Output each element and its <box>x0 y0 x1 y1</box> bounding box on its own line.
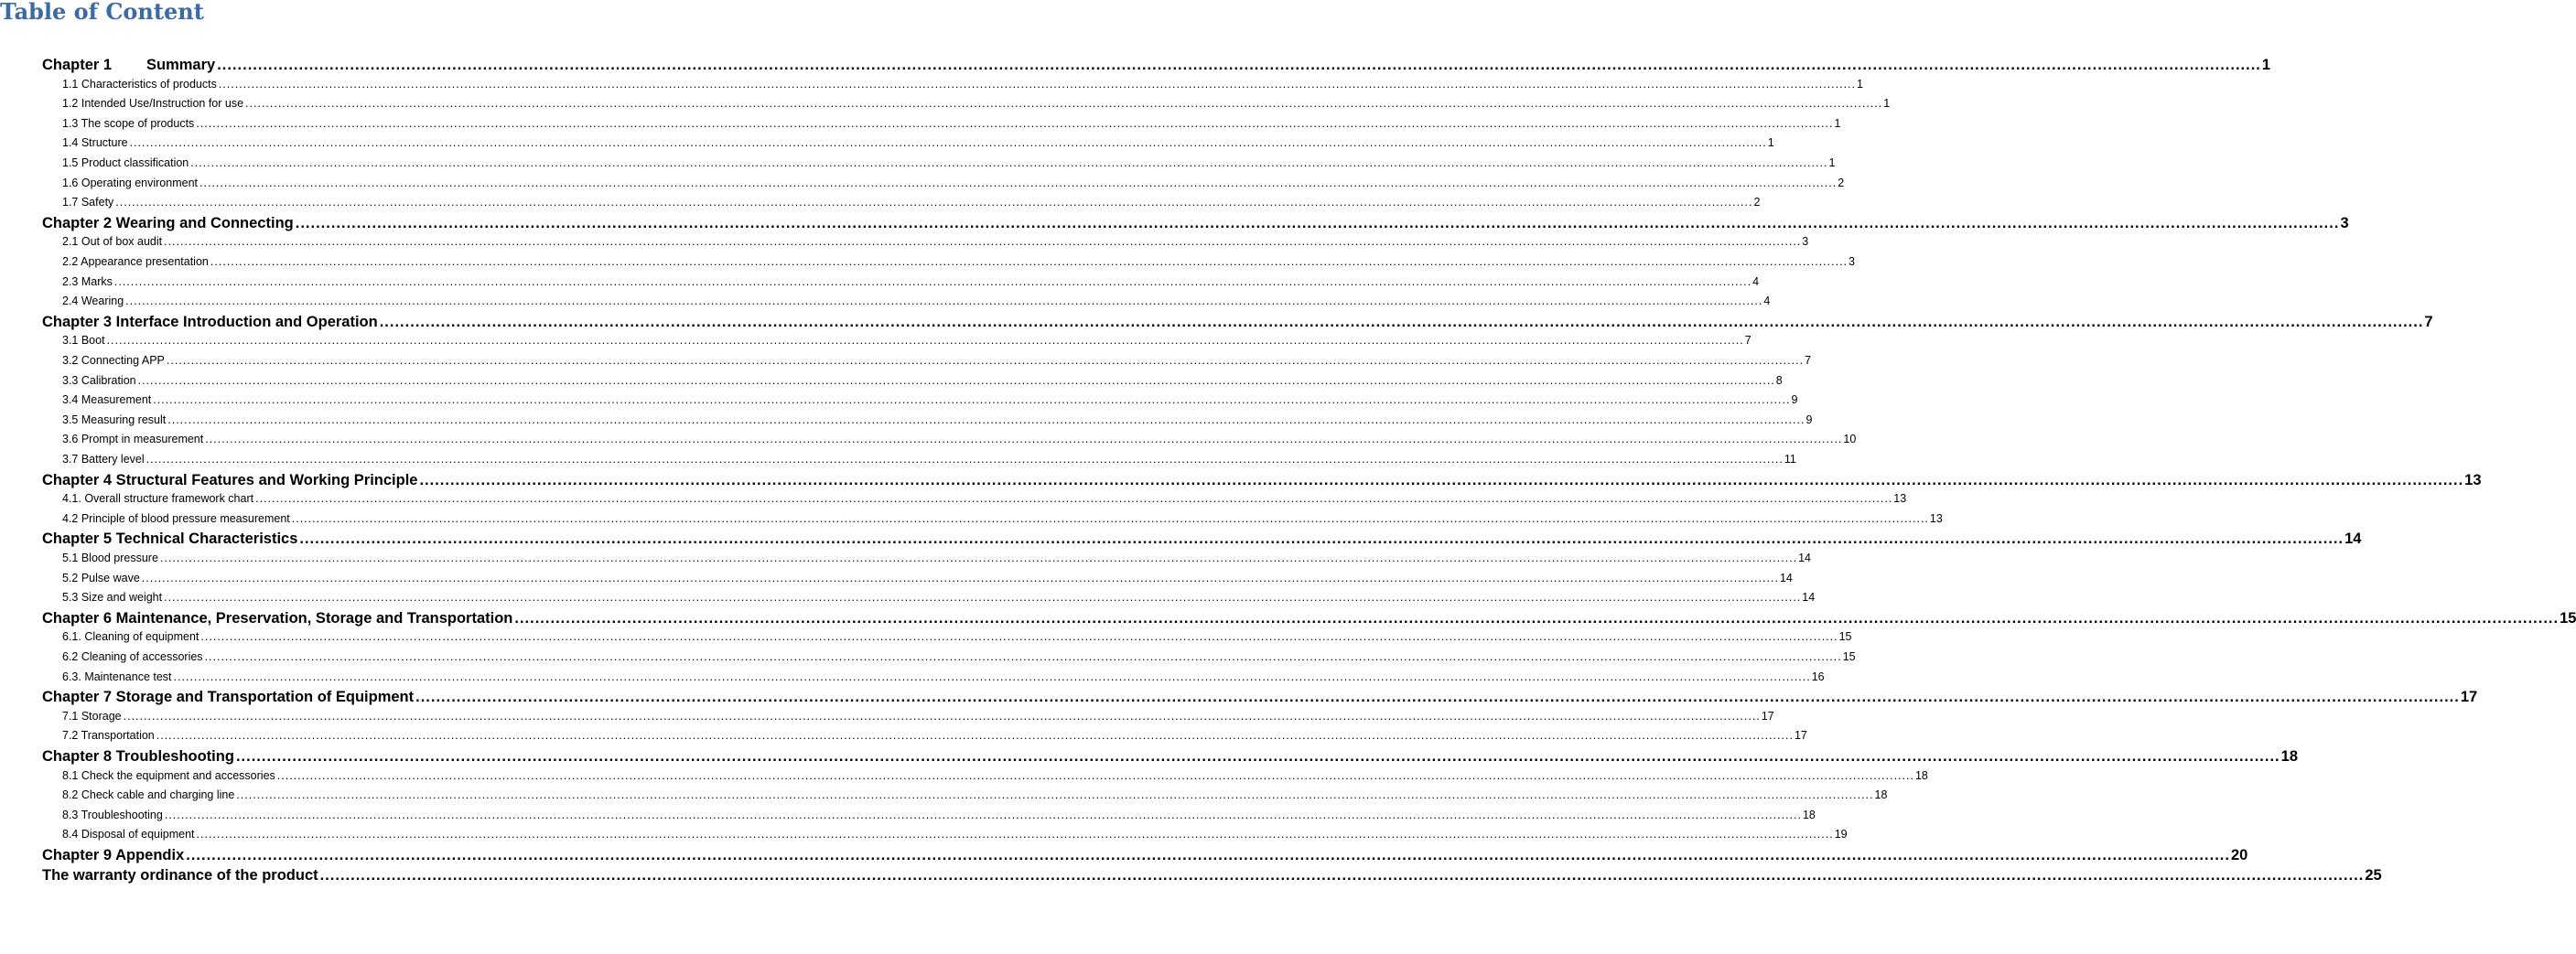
toc-page-number: 18 <box>1802 808 1816 821</box>
toc-page-number: 17 <box>1761 709 1774 723</box>
toc-page-number: 18 <box>2280 748 2298 765</box>
toc-entry-label: 3.1 Boot <box>62 334 105 348</box>
toc-entry-label: 3.7 Battery level <box>62 453 145 466</box>
toc-entry-label: 2.3 Marks <box>62 274 113 288</box>
toc-entry-label: 8.4 Disposal of equipment <box>62 828 195 841</box>
toc-page-number: 7 <box>1744 334 1751 348</box>
toc-page-number: 3 <box>1848 255 1855 268</box>
toc-page-number: 4 <box>1752 274 1760 288</box>
toc-dot-leader: ................................................................................................................................................................................................................................................................................................................................................................................................................ <box>123 709 1761 723</box>
toc-section-entry[interactable] <box>62 351 1812 370</box>
toc-entry-label: 2.2 Appearance presentation <box>62 255 209 268</box>
toc-dot-leader: ................................................................................................................................................................................................................................................................................................................................................................................................................ <box>156 729 1794 743</box>
toc-page-number: 17 <box>2460 689 2478 706</box>
toc-entry-label: 6.3. Maintenance test <box>62 670 172 683</box>
toc-dot-leader: ................................................................................................................................................................................................................................................................................................................................................................................................................ <box>235 748 2280 765</box>
toc-page-number: 1 <box>2261 57 2271 73</box>
toc-section-entry[interactable] <box>62 75 1863 94</box>
toc-page-number: 15 <box>1842 650 1856 663</box>
toc-section-entry[interactable] <box>62 707 1774 726</box>
toc-page-number: 14 <box>1779 571 1793 584</box>
toc-page-number: 19 <box>1834 828 1848 841</box>
toc-page-number: 2 <box>1753 196 1761 209</box>
toc-entry-label: The warranty ordinance of the product <box>42 866 318 884</box>
toc-entry-label: 1.7 Safety <box>62 196 114 209</box>
toc-dot-leader: ................................................................................................................................................................................................................................................................................................................................................................................................................ <box>419 471 2464 488</box>
toc-page-number: 25 <box>2365 866 2382 884</box>
toc-section-entry[interactable] <box>62 509 1943 529</box>
toc-entry-label: 4.1. Overall structure framework chart <box>62 492 254 506</box>
toc-section-entry[interactable] <box>62 292 1771 311</box>
toc-dot-leader: ................................................................................................................................................................................................................................................................................................................................................................................................................ <box>199 176 1838 189</box>
toc-entry-label: Chapter 9 Appendix <box>42 847 185 863</box>
toc-page-number: 4 <box>1763 295 1771 308</box>
toc-dot-leader: ................................................................................................................................................................................................................................................................................................................................................................................................................ <box>173 670 1811 683</box>
toc-page-number: 11 <box>1784 453 1796 466</box>
toc-dot-leader: ................................................................................................................................................................................................................................................................................................................................................................................................................ <box>379 313 2424 330</box>
toc-section-entry[interactable] <box>62 648 1856 667</box>
toc-entry-label: Chapter 6 Maintenance, Preservation, Storage and Transportation <box>42 609 513 627</box>
toc-entry-label: Chapter 3 Interface Introduction and Operation <box>42 313 378 330</box>
toc-entry-label: 3.4 Measurement <box>62 393 152 407</box>
toc-page-number: 9 <box>1791 393 1798 407</box>
toc-page-number: 7 <box>1805 354 1812 367</box>
toc-dot-leader: ................................................................................................................................................................................................................................................................................................................................................................................................................ <box>146 453 1784 466</box>
toc-entry-label: Chapter 8 Troubleshooting <box>42 748 234 765</box>
toc-entry-label: 1.2 Intended Use/Instruction for use <box>62 97 244 111</box>
toc-dot-leader: ................................................................................................................................................................................................................................................................................................................................................................................................................ <box>218 77 1856 91</box>
toc-chapter-entry[interactable] <box>42 608 2576 629</box>
toc-section-entry[interactable] <box>62 252 1855 272</box>
toc-section-entry[interactable] <box>62 569 1793 588</box>
toc-dot-leader: ................................................................................................................................................................................................................................................................................................................................................................................................................ <box>166 354 1805 367</box>
toc-entry-label: 1.1 Characteristics of products <box>62 77 217 91</box>
toc-page-number: 7 <box>2424 313 2433 330</box>
toc-entry-label: 6.2 Cleaning of accessories <box>62 650 203 663</box>
toc-entry-label: 1.3 The scope of products <box>62 116 195 130</box>
toc-dot-leader: ................................................................................................................................................................................................................................................................................................................................................................................................................ <box>190 156 1828 169</box>
toc-page-number: 17 <box>1794 729 1807 743</box>
toc-page-number: 18 <box>1874 788 1888 802</box>
toc-page-number: 3 <box>1802 235 1809 249</box>
toc-entry-label: 5.1 Blood pressure <box>62 552 158 564</box>
toc-section-entry[interactable] <box>62 411 1813 430</box>
toc-dot-leader: ................................................................................................................................................................................................................................................................................................................................................................................................................ <box>125 295 1763 308</box>
toc-dot-leader: ................................................................................................................................................................................................................................................................................................................................................................................................................ <box>217 57 2261 73</box>
toc-dot-leader: ................................................................................................................................................................................................................................................................................................................................................................................................................ <box>186 847 2230 863</box>
toc-section-entry[interactable] <box>62 232 1809 252</box>
toc-entry-label: 8.3 Troubleshooting <box>62 808 163 821</box>
toc-section-entry[interactable] <box>62 134 1774 153</box>
toc-page-number: 8 <box>1775 373 1783 387</box>
toc-entry-label: 3.2 Connecting APP <box>62 354 165 367</box>
toc-dot-leader: ................................................................................................................................................................................................................................................................................................................................................................................................................ <box>164 808 1802 821</box>
toc-chapter-entry[interactable] <box>42 470 2482 491</box>
toc-dot-leader: ................................................................................................................................................................................................................................................................................................................................................................................................................ <box>115 196 1753 209</box>
toc-dot-leader: ................................................................................................................................................................................................................................................................................................................................................................................................................ <box>164 235 1802 249</box>
toc-section-entry[interactable] <box>62 806 1816 825</box>
toc-page-number: 1 <box>1834 116 1841 130</box>
toc-page-number: 1 <box>1767 136 1774 150</box>
toc-page-number: 16 <box>1811 670 1825 683</box>
toc-dot-leader: ................................................................................................................................................................................................................................................................................................................................................................................................................ <box>514 609 2560 627</box>
toc-dot-leader: ................................................................................................................................................................................................................................................................................................................................................................................................................ <box>141 571 1779 584</box>
toc-section-entry[interactable] <box>62 825 1848 844</box>
toc-section-entry[interactable] <box>62 154 1836 173</box>
toc-entry-label: 1.4 Structure <box>62 136 128 150</box>
toc-page-number: 15 <box>2560 609 2576 627</box>
toc-page-number: 3 <box>2340 214 2349 231</box>
toc-dot-leader: ................................................................................................................................................................................................................................................................................................................................................................................................................ <box>113 274 1752 288</box>
toc-entry-label: 1.6 Operating environment <box>62 176 199 189</box>
toc-chapter-entry[interactable] <box>42 55 2271 76</box>
toc-entry-label: 7.2 Transportation <box>62 729 155 743</box>
toc-dot-leader: ................................................................................................................................................................................................................................................................................................................................................................................................................ <box>106 334 1744 348</box>
toc-section-entry[interactable] <box>62 94 1891 113</box>
toc-dot-leader: ................................................................................................................................................................................................................................................................................................................................................................................................................ <box>200 630 1838 644</box>
toc-section-entry[interactable] <box>62 193 1761 212</box>
toc-entry-label: Chapter 7 Storage and Transportation of Equipment <box>42 689 415 706</box>
toc-chapter-entry[interactable] <box>42 746 2298 767</box>
toc-section-entry[interactable] <box>62 668 1825 687</box>
toc-dot-leader: ................................................................................................................................................................................................................................................................................................................................................................................................................ <box>245 97 1883 111</box>
toc-page-number: 13 <box>1929 511 1943 525</box>
toc-entry-label: 3.6 Prompt in measurement <box>62 433 204 446</box>
toc-entry-label: 8.1 Check the equipment and accessories <box>62 768 275 782</box>
toc-dot-leader: ................................................................................................................................................................................................................................................................................................................................................................................................................ <box>205 433 1843 446</box>
toc-chapter-entry[interactable] <box>42 213 2349 234</box>
toc-page-number: 1 <box>1883 97 1891 111</box>
toc-page-number: 13 <box>1893 492 1907 506</box>
toc-chapter-entry[interactable] <box>42 865 2382 886</box>
toc-chapter-entry[interactable] <box>42 529 2362 550</box>
toc-chapter-number: Chapter 1 <box>42 57 113 73</box>
toc-page-number: 1 <box>1857 77 1863 91</box>
toc-dot-leader: ................................................................................................................................................................................................................................................................................................................................................................................................................ <box>299 531 2344 548</box>
toc-section-entry[interactable] <box>62 489 1907 509</box>
toc-dot-leader: ................................................................................................................................................................................................................................................................................................................................................................................................................ <box>196 828 1834 841</box>
toc-dot-leader: ................................................................................................................................................................................................................................................................................................................................................................................................................ <box>204 650 1842 663</box>
toc-entry-label: Chapter 2 Wearing and Connecting <box>42 214 294 231</box>
toc-section-entry[interactable] <box>62 549 1812 568</box>
toc-dot-leader: ................................................................................................................................................................................................................................................................................................................................................................................................................ <box>164 591 1802 605</box>
toc-dot-leader: ................................................................................................................................................................................................................................................................................................................................................................................................................ <box>319 866 2365 884</box>
toc-section-entry[interactable] <box>62 766 1928 786</box>
toc-page-number: 2 <box>1838 176 1845 189</box>
toc-section-entry[interactable] <box>62 430 1857 449</box>
toc-dot-leader: ................................................................................................................................................................................................................................................................................................................................................................................................................ <box>415 689 2460 706</box>
toc-entry-label: Chapter 5 Technical Characteristics <box>42 531 298 548</box>
toc-dot-leader: ................................................................................................................................................................................................................................................................................................................................................................................................................ <box>129 136 1767 150</box>
toc-chapter-entry[interactable] <box>42 312 2433 333</box>
toc-entry-label: Chapter 4 Structural Features and Working Principle <box>42 471 418 488</box>
toc-entry-label <box>42 55 215 76</box>
toc-section-entry[interactable] <box>62 391 1798 410</box>
toc-page-number: 10 <box>1843 433 1857 446</box>
toc-dot-leader: ................................................................................................................................................................................................................................................................................................................................................................................................................ <box>291 511 1929 525</box>
toc-page-number: 20 <box>2230 847 2248 863</box>
toc-section-entry[interactable] <box>62 371 1783 391</box>
toc-page-number: 14 <box>1802 591 1816 605</box>
toc-page-number: 15 <box>1838 630 1852 644</box>
toc-section-entry[interactable] <box>62 331 1751 350</box>
toc-chapter-entry[interactable] <box>42 845 2248 866</box>
toc-page-number: 13 <box>2464 471 2482 488</box>
toc-page-number: 9 <box>1805 413 1813 426</box>
toc-dot-leader: ................................................................................................................................................................................................................................................................................................................................................................................................................ <box>255 492 1893 506</box>
toc-dot-leader: ................................................................................................................................................................................................................................................................................................................................................................................................................ <box>196 116 1834 130</box>
toc-entry-label: 3.3 Calibration <box>62 373 136 387</box>
toc-dot-leader: ................................................................................................................................................................................................................................................................................................................................................................................................................ <box>295 214 2340 231</box>
toc-dot-leader: ................................................................................................................................................................................................................................................................................................................................................................................................................ <box>159 552 1798 564</box>
toc-entry-label: 3.5 Measuring result <box>62 413 167 426</box>
toc-section-entry[interactable] <box>62 114 1841 134</box>
toc-section-entry[interactable] <box>62 627 1852 647</box>
toc-entry-label: 5.2 Pulse wave <box>62 571 140 584</box>
toc-page-number: 18 <box>1914 768 1928 782</box>
toc-section-entry[interactable] <box>62 726 1807 745</box>
toc-dot-leader: ................................................................................................................................................................................................................................................................................................................................................................................................................ <box>276 768 1914 782</box>
toc-chapter-title: Summary <box>146 57 216 73</box>
toc-entry-label: 6.1. Cleaning of equipment <box>62 630 199 644</box>
toc-dot-leader: ................................................................................................................................................................................................................................................................................................................................................................................................................ <box>167 413 1805 426</box>
toc-dot-leader: ................................................................................................................................................................................................................................................................................................................................................................................................................ <box>210 255 1848 268</box>
toc-entry-label: 2.1 Out of box audit <box>62 235 163 249</box>
toc-section-entry[interactable] <box>62 786 1888 805</box>
page-title: Table of Content <box>0 0 204 25</box>
toc-entry-label: 8.2 Check cable and charging line <box>62 788 235 802</box>
toc-page-number: 14 <box>2344 531 2362 548</box>
toc-section-entry[interactable] <box>62 450 1796 469</box>
toc-section-entry[interactable] <box>62 273 1760 292</box>
toc-chapter-entry[interactable] <box>42 687 2478 708</box>
toc-section-entry[interactable] <box>62 588 1816 607</box>
toc-dot-leader: ................................................................................................................................................................................................................................................................................................................................................................................................................ <box>137 373 1775 387</box>
toc-dot-leader: ................................................................................................................................................................................................................................................................................................................................................................................................................ <box>153 393 1791 407</box>
toc-entry-label: 4.2 Principle of blood pressure measurement <box>62 511 290 525</box>
toc-page-number: 1 <box>1828 156 1836 169</box>
toc-page-number: 14 <box>1798 552 1812 564</box>
toc-entry-label: 5.3 Size and weight <box>62 591 163 605</box>
toc-entry-label: 2.4 Wearing <box>62 295 124 308</box>
toc-entry-label: 1.5 Product classification <box>62 156 189 169</box>
toc-section-entry[interactable] <box>62 174 1845 193</box>
toc-dot-leader: ................................................................................................................................................................................................................................................................................................................................................................................................................ <box>236 788 1874 802</box>
toc-entry-label: 7.1 Storage <box>62 709 122 723</box>
